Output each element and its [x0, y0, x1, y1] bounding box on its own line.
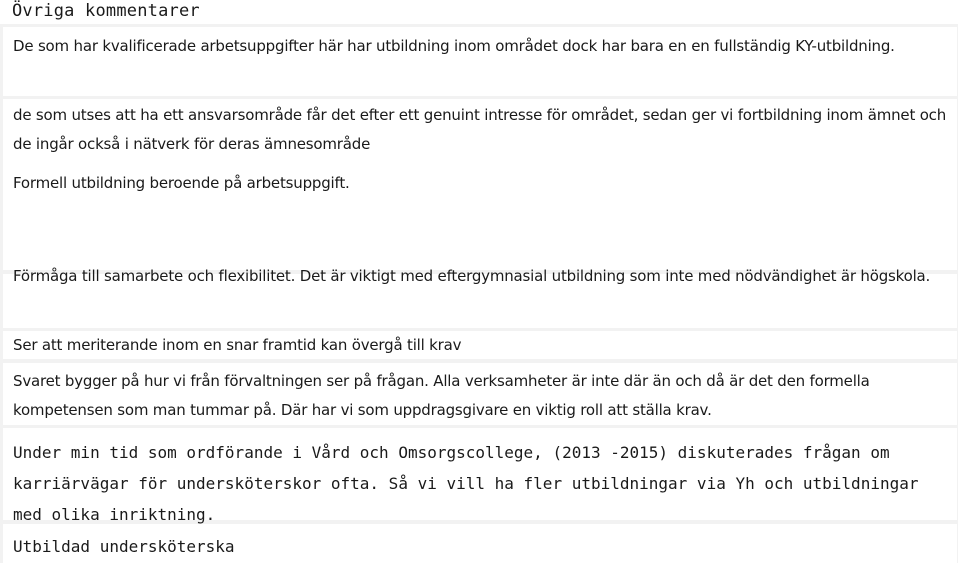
- comments-panel: [0, 24, 958, 563]
- comment-text: Under min tid som ordförande i Vård och Omsorgscollege, (2013 -2015) diskuterades frågan om karriärvägar för undersköterskor ofta. Så vi vill ha fler utbildningar via Yh och utbildningar med olika inriktning.: [13, 443, 919, 524]
- comment-text: de som utses att ha ett ansvarsområde får det efter ett genuint intresse för området, sedan ger vi fortbildning inom ämnet och de ingår också i nätverk för deras ämnesområde: [13, 106, 947, 153]
- comment-text: Ser att meriterande inom en snar framtid kan övergå till krav: [13, 336, 462, 354]
- comment-text: De som har kvalificerade arbetsuppgifter här har utbildning inom området dock har bara en en fullständig KY-utbildning.: [13, 37, 895, 55]
- section-title: Övriga kommentarer: [12, 1, 200, 21]
- comment-block: [3, 27, 957, 96]
- comment-block: [3, 363, 957, 425]
- comment-block: [3, 524, 957, 563]
- comment-text: Förmåga till samarbete och flexibilitet. Det är viktigt med eftergymnasial utbildning som inte med nödvändighet är högskola.: [13, 267, 931, 285]
- comment-text: Utbildad undersköterska: [13, 537, 235, 556]
- comment-block: [3, 428, 957, 524]
- comment-block: [3, 331, 957, 359]
- comment-block: [3, 99, 957, 270]
- comment-block: [3, 267, 957, 328]
- comment-text: Formell utbildning beroende på arbetsuppgift.: [13, 174, 350, 192]
- comment-text: Svaret bygger på hur vi från förvaltningen ser på frågan. Alla verksamheter är inte där än och då är det den formella kompetensen som man tummar på. Där har vi som uppdragsgivare en viktig roll att ställa krav.: [13, 372, 870, 419]
